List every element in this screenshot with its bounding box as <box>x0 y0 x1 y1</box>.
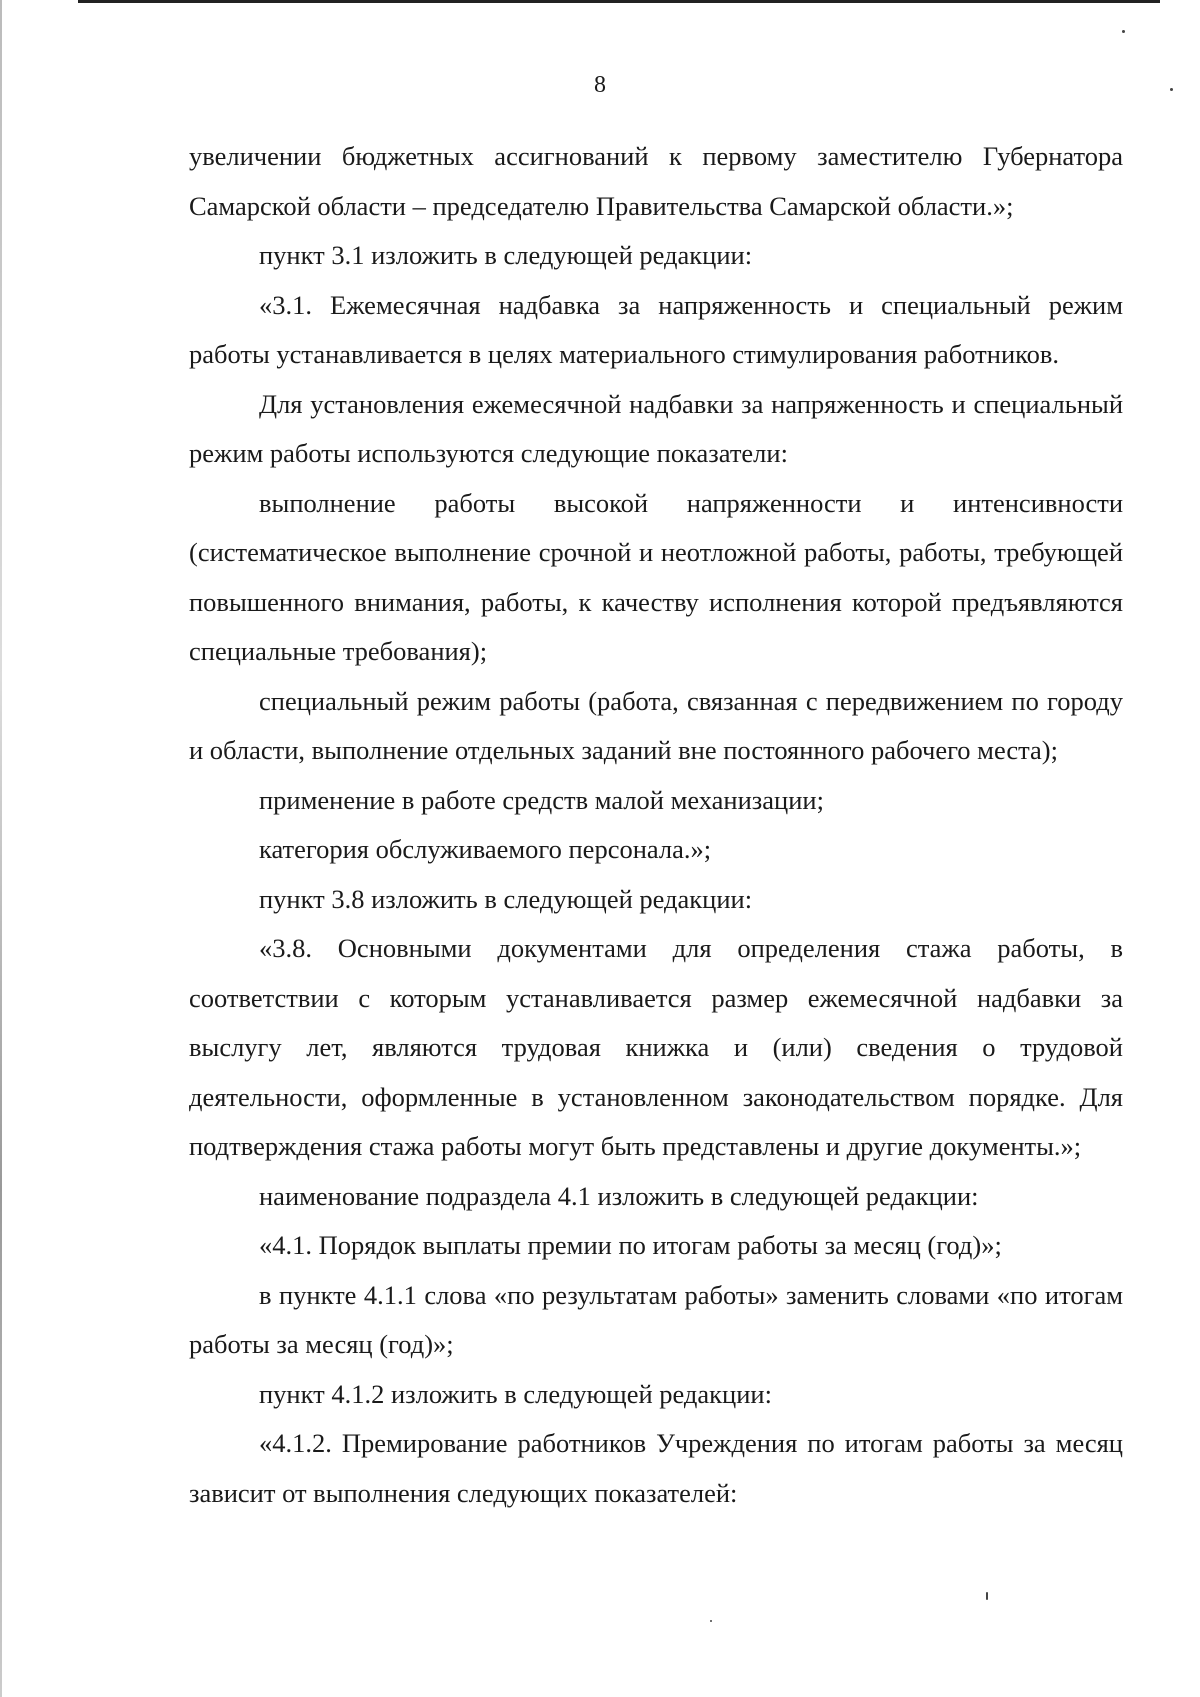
paragraph: «4.1.2. Премирование работников Учреждения по итогам работы за месяц зависит от выполнения следующих показателей: <box>189 1428 1123 1508</box>
paragraph: «3.8. Основными документами для определения стажа работы, в соответствии с которым устанавливается размер ежемесячной надбавки за выслугу лет, являются трудовая книжка и (или) сведения о трудовой деятельности, оформленные в установленном законодательством порядке. Для подтверждения стажа работы могут быть представлены и другие документы.»; <box>189 933 1123 1161</box>
paragraph: применение в работе средств малой механизации; <box>259 784 824 815</box>
paragraph: в пункте 4.1.1 слова «по результатам работы» заменить словами «по итогам работы за месяц (год)»; <box>189 1279 1123 1359</box>
scan-speck <box>710 1620 712 1622</box>
scan-speck <box>1122 30 1125 33</box>
paragraph: «4.1. Порядок выплаты премии по итогам работы за месяц (год)»; <box>259 1230 1002 1260</box>
paragraph: пункт 3.1 изложить в следующей редакции: <box>259 240 753 270</box>
paragraph: Для установления ежемесячной надбавки за напряженность и специальный режим работы используются следующие показатели: <box>189 388 1123 468</box>
top-rule <box>78 0 1160 3</box>
paragraph: специальный режим работы (работа, связанная с передвижением по городу и области, выполнение отдельных заданий вне постоянного рабочего места); <box>189 685 1123 765</box>
paragraph: увеличении бюджетных ассигнований к первому заместителю Губернатора Самарской области – председателю Правительства Самарской области.»; <box>189 141 1123 221</box>
document-body <box>189 132 1123 1518</box>
paragraph: «3.1. Ежемесячная надбавка за напряженность и специальный режим работы устанавливается в целях материального стимулирования работников. <box>189 289 1123 369</box>
paragraph: категория обслуживаемого персонала.»; <box>259 834 712 864</box>
paragraph: выполнение работы высокой напряженности и интенсивности (систематическое выполнение срочной и неотложной работы, работы, требующей повышенного внимания, работы, к качеству исполнения которой предъявляются специальные требования); <box>189 487 1123 666</box>
paragraph: пункт 4.1.2 изложить в следующей редакции: <box>259 1378 772 1409</box>
scan-edge <box>0 0 2 1697</box>
scan-speck <box>986 1592 988 1600</box>
paragraph: пункт 3.8 изложить в следующей редакции: <box>259 883 753 914</box>
paragraph: наименование подраздела 4.1 изложить в следующей редакции: <box>259 1180 979 1211</box>
page-number: 8 <box>594 72 606 98</box>
